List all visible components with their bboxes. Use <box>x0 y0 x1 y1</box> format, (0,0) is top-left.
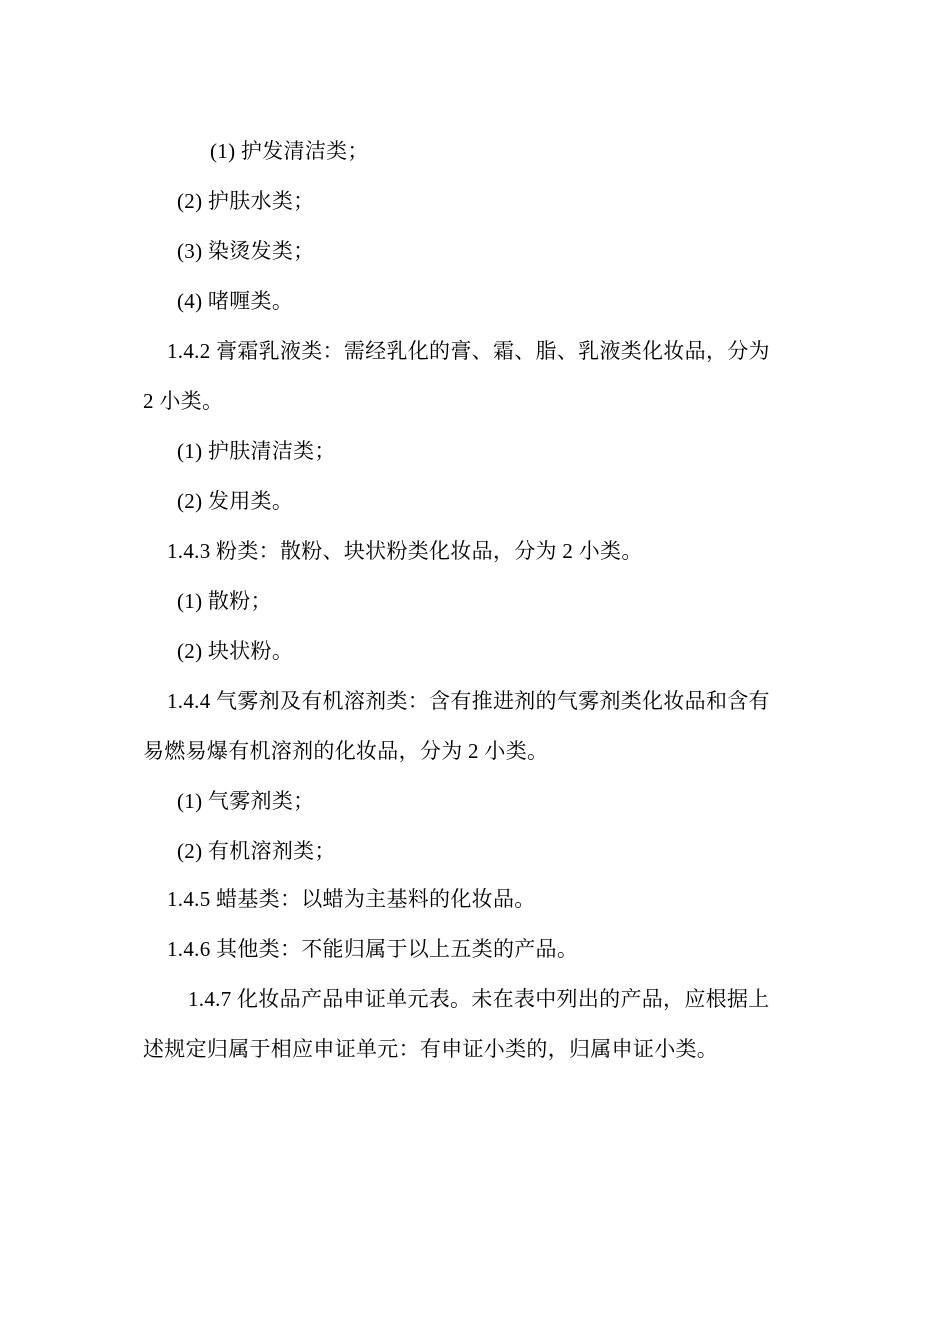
list-item: (3) 染烫发类； <box>177 239 315 263</box>
list-item: (1) 散粉； <box>177 589 272 613</box>
list-item: (1) 气雾剂类； <box>177 789 315 813</box>
section-heading-1-4-6: 1.4.6 其他类：不能归属于以上五类的产品。 <box>167 937 579 961</box>
section-heading-1-4-3: 1.4.3 粉类：散粉、块状粉类化妆品，分为 2 小类。 <box>167 539 643 563</box>
list-item: (1) 护肤清洁类； <box>177 439 336 463</box>
paragraph-continuation: 易燃易爆有机溶剂的化妆品，分为 2 小类。 <box>143 739 549 763</box>
paragraph-continuation: 述规定归属于相应申证单元：有申证小类的，归属申证小类。 <box>143 1037 719 1061</box>
section-heading-1-4-5: 1.4.5 蜡基类：以蜡为主基料的化妆品。 <box>167 887 536 911</box>
list-item: (4) 啫喱类。 <box>177 289 294 313</box>
list-item: (1) 护发清洁类； <box>210 139 369 163</box>
list-item: (2) 护肤水类； <box>177 189 315 213</box>
section-heading-1-4-4: 1.4.4 气雾剂及有机溶剂类：含有推进剂的气雾剂类化妆品和含有 <box>167 689 770 713</box>
paragraph-continuation: 2 小类。 <box>143 389 224 413</box>
section-heading-1-4-7: 1.4.7 化妆品产品申证单元表。未在表中列出的产品，应根据上 <box>188 987 770 1011</box>
list-item: (2) 有机溶剂类； <box>177 839 336 863</box>
section-heading-1-4-2: 1.4.2 膏霜乳液类：需经乳化的膏、霜、脂、乳液类化妆品，分为 <box>167 339 770 363</box>
list-item: (2) 发用类。 <box>177 489 294 513</box>
list-item: (2) 块状粉。 <box>177 639 294 663</box>
